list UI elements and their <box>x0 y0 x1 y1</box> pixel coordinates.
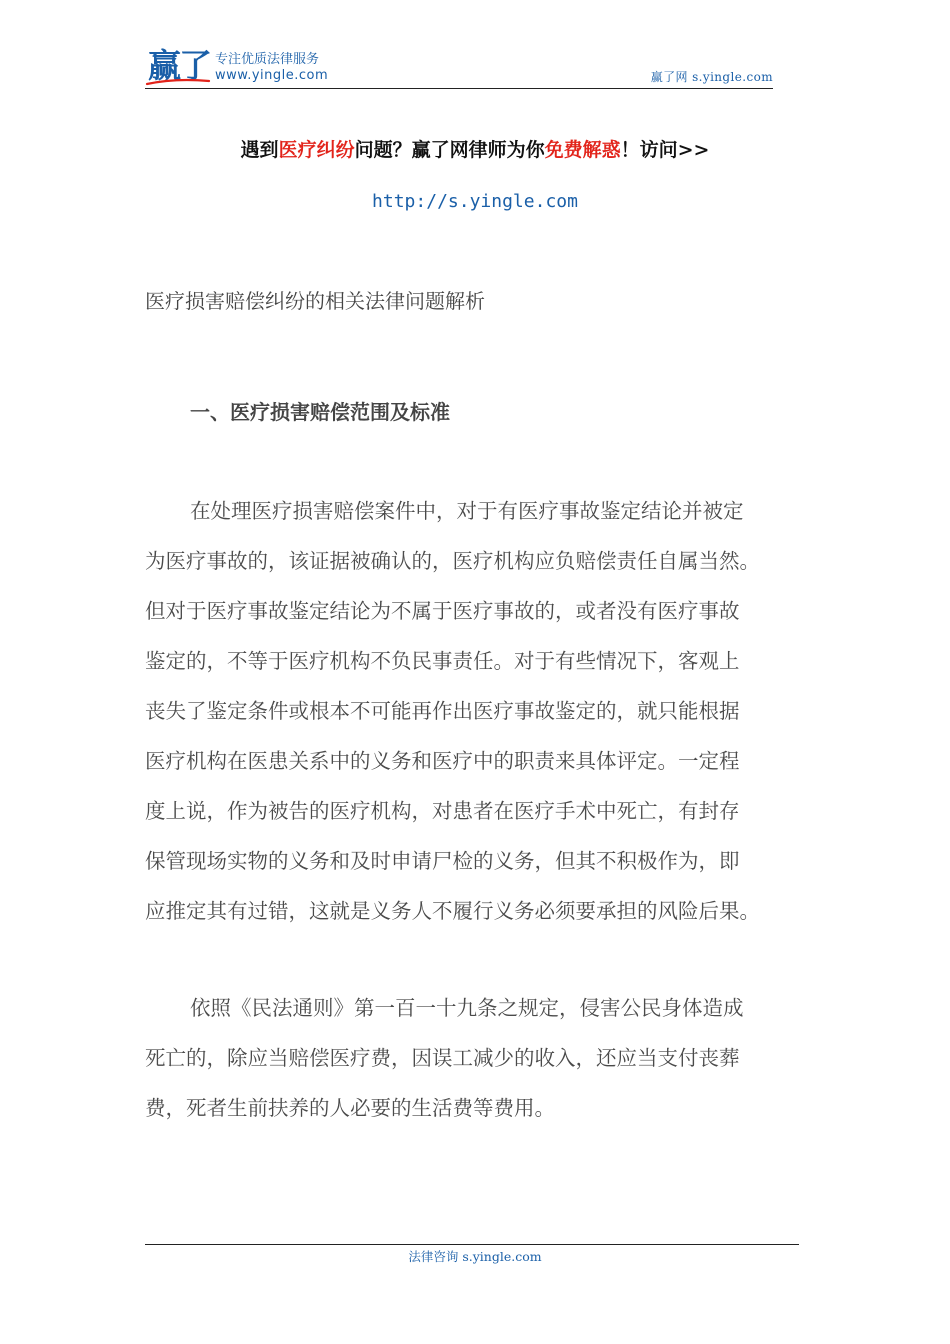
header-site-link[interactable]: 赢了网 s.yingle.com <box>650 70 773 84</box>
promo-text-2: 问题？赢了网律师为你 <box>354 139 545 161</box>
paragraph-line: 但对于医疗事故鉴定结论为不属于医疗事故的，或者没有医疗事故 <box>145 599 740 623</box>
promo-banner <box>0 136 950 164</box>
page-header <box>145 46 773 89</box>
promo-highlight-2: 免费解惑 <box>544 139 621 161</box>
logo-swoosh-icon <box>145 78 211 86</box>
paragraph-2 <box>145 983 795 1133</box>
footer-link[interactable]: 法律咨询 s.yingle.com <box>408 1249 542 1264</box>
paragraph-line: 费，死者生前扶养的人必要的生活费等费用。 <box>145 1096 555 1120</box>
paragraph-line: 在处理医疗损害赔偿案件中，对于有医疗事故鉴定结论并被定 <box>190 499 744 523</box>
promo-highlight-1: 医疗纠纷 <box>278 139 355 161</box>
section-heading: 一、医疗损害赔偿范围及标准 <box>190 400 450 424</box>
paragraph-line: 为医疗事故的，该证据被确认的，医疗机构应负赔偿责任自属当然。 <box>145 549 760 573</box>
paragraph-line: 度上说，作为被告的医疗机构，对患者在医疗手术中死亡，有封存 <box>145 799 740 823</box>
document-title: 医疗损害赔偿纠纷的相关法律问题解析 <box>145 289 485 313</box>
promo-text-1: 遇到 <box>240 139 279 161</box>
promo-text-3: ！访问>> <box>620 139 710 161</box>
paragraph-line: 鉴定的，不等于医疗机构不负民事责任。对于有些情况下，客观上 <box>145 649 740 673</box>
paragraph-line: 依照《民法通则》第一百一十九条之规定，侵害公民身体造成 <box>190 996 744 1020</box>
logo-slogan: 专注优质法律服务 <box>215 52 320 67</box>
paragraph-1 <box>145 486 795 936</box>
paragraph-line: 死亡的，除应当赔偿医疗费，因误工减少的收入，还应当支付丧葬 <box>145 1046 740 1070</box>
logo-url: www.yingle.com <box>215 68 329 83</box>
footer-divider <box>145 1244 799 1245</box>
paragraph-line: 丧失了鉴定条件或根本不可能再作出医疗事故鉴定的，就只能根据 <box>145 699 740 723</box>
promo-link[interactable]: http://s.yingle.com <box>372 191 578 212</box>
paragraph-line: 应推定其有过错，这就是义务人不履行义务必须要承担的风险后果。 <box>145 899 760 923</box>
paragraph-line: 保管现场实物的义务和及时申请尸检的义务，但其不积极作为，即 <box>145 849 740 873</box>
logo-mark: 赢了 <box>148 46 210 85</box>
paragraph-line: 医疗机构在医患关系中的义务和医疗中的职责来具体评定。一定程 <box>145 749 740 773</box>
